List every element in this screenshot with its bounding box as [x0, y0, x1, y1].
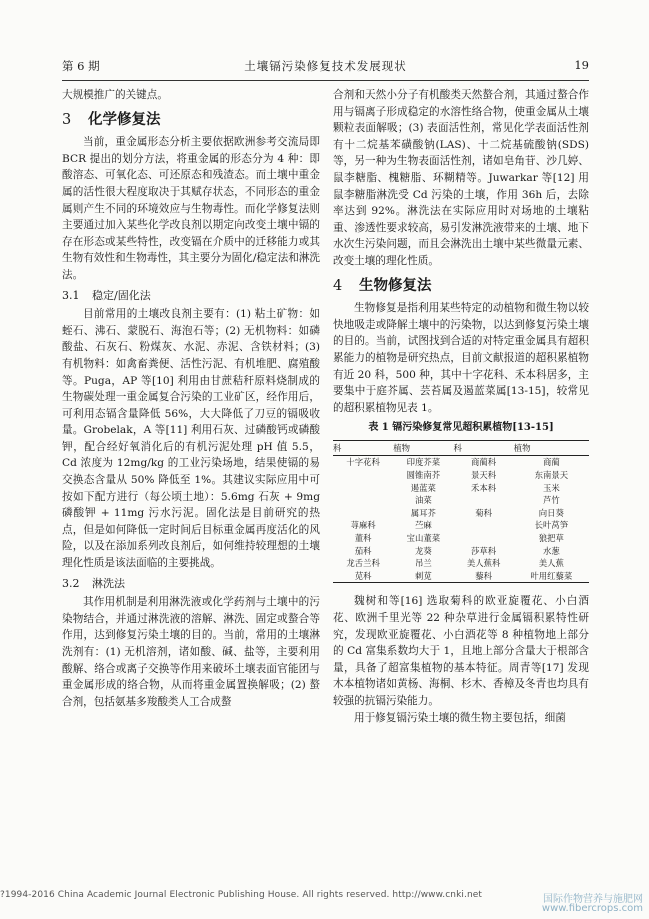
- table-cell: 茄科: [354, 545, 372, 556]
- section-number: 4: [333, 277, 343, 294]
- table-cell: [333, 482, 393, 495]
- subsection-heading: [62, 288, 320, 305]
- table-row: [333, 456, 589, 469]
- table-cell: 董科: [354, 533, 372, 544]
- table-cell: 玉米: [542, 482, 560, 493]
- table-cell: 商蔺科: [471, 457, 497, 468]
- paragraph: 当前，重金属形态分析主要依据欧洲参考交流局即 BCR 提出的划分方法，将重金属的形态分为 4 种：即酸溶态、可氧化态、可还原态和残渣态。而土壤中重金属的活性很大程度取决于其赋存状态，不同形态的重金属则产生不同的环境效应与生物毒性。而化学修复法则主要通过加入某些化学改良剂以期定向改变土壤中镉的存在形态或某些特性，改变镉在介质中的迁移能力或其生物有效性和生物毒性，其主要分为固化/稳定法和淋洗法。: [62, 136, 320, 281]
- table-cell: 吊兰: [414, 558, 432, 569]
- table-header-row: [333, 440, 589, 456]
- table-cell: 荨麻科: [350, 520, 376, 531]
- table-cell: 景天科: [471, 470, 497, 481]
- table-cell: 向日葵: [538, 507, 564, 518]
- table-cell: 苎麻: [414, 520, 432, 531]
- section-title: 生物修复法: [359, 276, 432, 294]
- watermark-text: 国际作物营养与施肥网: [543, 894, 643, 905]
- table-cell: 属耳芥: [410, 507, 436, 518]
- table-cell: 水葱: [542, 545, 560, 556]
- table-row: [333, 545, 589, 558]
- subsection-title: 淋洗法: [92, 576, 125, 590]
- table-row: [333, 532, 589, 545]
- table-header-cell: 科: [333, 440, 393, 456]
- running-header: [62, 58, 589, 76]
- subsection-heading: [62, 576, 320, 593]
- table-cell: 龙舌兰科: [346, 558, 380, 569]
- section-heading: [333, 278, 589, 295]
- table-cell: 藜科: [453, 570, 513, 583]
- table-row: [333, 557, 589, 570]
- table-header-cell: 植物: [514, 440, 589, 456]
- table-row: [333, 482, 589, 495]
- paragraph: 用于修复镉污染土壤的微生物主要包括，细菌: [354, 711, 566, 724]
- section-heading: [62, 112, 320, 129]
- table-row: [333, 494, 589, 507]
- table-cell: 印度芥菜: [406, 457, 441, 468]
- table-cell: 商蔺: [542, 457, 560, 468]
- paragraph: 合剂和天然小分子有机酸类天然螯合剂，其通过螯合作用与镉离子形成稳定的水溶性络合物，使重金属从土壤颗粒表面解吸；(3) 表面活性剂，常见化学表面活性剂有十二烷基苯磺酸钠(LAS)、十二烷基硫酸钠(SDS)等，另一种为生物表面活性剂，诸如皂角苷、沙几婷、鼠李糖脂、槐糖脂、环糊精等。Juwarkar 等[12] 用鼠李糖脂淋洗受 Cd 污染的土壤，作用 36h 后，去除率达到 92%。淋洗法在实际应用时对场地的土壤粘重、渗透性要求较高，易引发淋洗液带来的土壤、地下水次生污染问题，而且会淋洗出土壤中某些微量元素、改变土壤的理化性质。: [333, 89, 589, 267]
- table-cell: [333, 494, 393, 507]
- table-cell: 禾本科: [471, 482, 497, 493]
- section-number: 3: [62, 111, 72, 128]
- table-cell: 十字花科: [346, 457, 380, 468]
- table-cell: 遏蓝菜: [410, 482, 436, 493]
- table-header-cell: 科: [453, 440, 513, 456]
- subsection-number: 3.1: [62, 288, 80, 302]
- table-cell: 美人蕉: [538, 558, 564, 569]
- table-cell: 刺苋: [393, 570, 453, 583]
- table-cell: 狼把草: [538, 533, 564, 544]
- subsection-number: 3.2: [62, 576, 80, 590]
- table-cell: [453, 519, 513, 532]
- running-title: 土壤镉污染修复技术发展现状: [244, 59, 407, 73]
- paragraph: 其作用机制是利用淋洗液或化学药剂与土壤中的污染物结合，并通过淋洗液的溶解、淋洗、固定或螯合等作用，达到修复污染土壤的目的。当前，常用的土壤淋洗剂有：(1) 无机溶剂，诸如酸、碱、盐等，主要利用酸解、络合或离子交换等作用来破坏土壤表面官能团与重金属形成的络合物，从而将重金属置换解吸；(2) 螯合剂，包括氨基多羧酸类人工合成螯: [62, 596, 320, 708]
- table-cell: 宝山董菜: [406, 533, 441, 544]
- page-number: 19: [574, 58, 589, 72]
- copyright-footer: ?1994-2016 China Academic Journal Electronic Publishing House. All rights reserved. http://www.cnki.net: [0, 890, 483, 900]
- table-cell: 东南景天: [534, 470, 569, 481]
- header-rule: [62, 80, 589, 81]
- section-title: 化学修复法: [88, 110, 161, 128]
- table-row: [333, 519, 589, 532]
- left-column: [62, 87, 320, 710]
- table-caption: 表 1 镉污染修复常见超积累植物[13-15]: [368, 422, 554, 434]
- paragraph: 大规模推广的关键点。: [62, 89, 168, 101]
- table-cell: 菊科: [475, 507, 492, 518]
- watermark-url: www.fibercrops.com: [541, 903, 643, 914]
- table-cell: 龙葵: [414, 545, 432, 556]
- table-cell: 叶用红藜菜: [514, 570, 589, 583]
- table-cell: 圆锥南芥: [406, 470, 441, 481]
- table-cell: 美人蕉科: [466, 558, 501, 569]
- table-cell: 莎草科: [471, 545, 497, 556]
- table-cell: 苋科: [333, 570, 393, 583]
- hyperaccumulator-table: [333, 440, 589, 584]
- table-header-cell: 植物: [393, 440, 453, 456]
- table-cell: [453, 494, 513, 507]
- paragraph: 生物修复是指利用某些特定的动植物和微生物以较快地吸走或降解土壤中的污染物，以达到修复污染土壤的目的。当前，试图找到合适的对特定重金属具有超积累能力的植物是研究热点，目前文献报道的超积累植物有近 20 科，500 种，其中十字花科、禾本科居多，主要集中于庭芥属、芸苔属及遏蓝菜属[13-15]，较常见的超积累植物见表 1。: [333, 302, 589, 414]
- paragraph: 目前常用的土壤改良剂主要有：(1) 粘土矿物：如蛭石、沸石、蒙脱石、海泡石等；(2) 无机物料：如磷酸盐、石灰石、粉煤灰、水泥、赤泥、含铁材料；(3) 有机物料：如禽畜粪便、活性污泥、有机堆肥、腐殖酸等。Puga，AP 等[10] 利用由甘蔗秸秆原料烧制成的生物碳处理一重金属复合污染的工业矿区，经作用后，可利用态镉含量降低 56%，大大降低了刀豆的镉吸收量。Grobelak，A 等[11] 利用石灰、过磷酸钙或磷酸钾，配合经好氧消化后的有机污泥处理 pH 值 5.5，Cd 浓度为 12mg/kg 的工业污染场地，结果使镉的易交换态含量从 50% 降低至 1%。其建议实际应用中可按如下配方进行（每公顷土地）：5.6mg 石灰 + 9mg 磷酸钾 + 11mg 污水污泥。固化法是目前研究的热点，但是如何降低一定时间后目标重金属再度活化的风险，以及在添加系列改良剂后，如何维持较理想的土壤理化性质是该法面临的主要挑战。: [62, 308, 320, 570]
- table-cell: 长叶莴笋: [534, 520, 569, 531]
- table-row: [333, 570, 589, 583]
- table-row: [333, 469, 589, 482]
- right-column: [333, 87, 589, 726]
- table-row: [333, 507, 589, 520]
- table-cell: [333, 507, 393, 520]
- table-cell: [333, 469, 393, 482]
- subsection-title: 稳定/固化法: [92, 288, 151, 302]
- paragraph: 魏树和等[16] 选取菊科的欧亚旋覆花、小白酒花、欧洲千里光等 22 种杂草进行金属镉积累特性研究，发现欧亚旋覆花、小白酒花等 8 种植物地上部分的 Cd 富集系数均大于 1，且地上部分含量大于根部含量，具备了超富集植物的基本特征。周青等[17] 发现木本植物诸如黄杨、海桐、杉木、香樟及冬青也均具有较强的抗镉污染能力。: [333, 595, 589, 707]
- table-cell: [453, 532, 513, 545]
- table-cell: 芦竹: [542, 495, 560, 506]
- table-cell: 油菜: [414, 495, 432, 506]
- issue-number: 第 6 期: [62, 59, 100, 73]
